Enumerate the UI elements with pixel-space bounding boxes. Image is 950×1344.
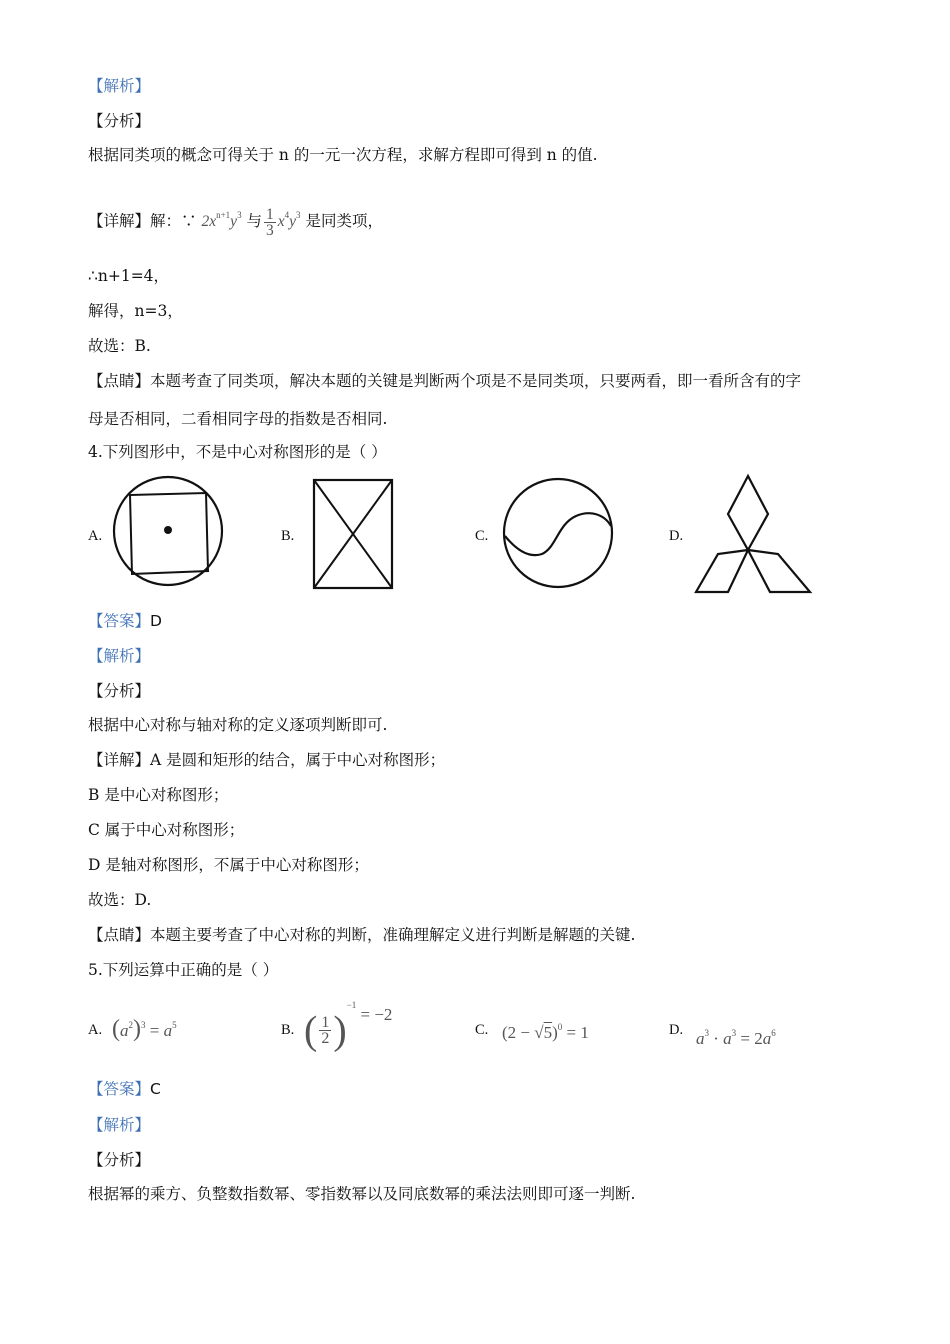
q4-option-b-label: B. bbox=[281, 528, 295, 544]
figure-a-circle-square bbox=[110, 474, 226, 590]
choose-line: 故选：B. bbox=[88, 337, 151, 355]
q5-expr-a: $(a^2)^3 = a^5$ bbox=[112, 1016, 177, 1042]
step-2: 解得，n=3， bbox=[88, 302, 183, 320]
math-term-1: $2x^{n+1}y^3$ bbox=[201, 210, 242, 230]
jiexi-tag: 【解析】 bbox=[88, 77, 151, 95]
detail-tag: 【详解】 bbox=[88, 751, 151, 769]
q5-expr-b: ( $\frac{1}{2}$ )$^{-1}$ = −2 bbox=[304, 1000, 393, 1053]
dianjing-line-1 bbox=[88, 370, 801, 392]
detail-d: D 是轴对称图形，不属于中心对称图形； bbox=[88, 856, 369, 874]
q5-option-b-label: B. bbox=[281, 1022, 295, 1038]
q5-expr-c: $(2 - √5)^0 = 1$ bbox=[502, 1022, 589, 1042]
figure-d-three-rhombi bbox=[692, 470, 814, 596]
detail-b: B 是中心对称图形； bbox=[88, 786, 229, 804]
q4-option-c-label: C. bbox=[475, 528, 489, 544]
figure-c-yinyang-circle bbox=[500, 474, 616, 592]
q4-option-d-label: D. bbox=[669, 528, 684, 544]
dianjing-line-2: 母是否相同，二看相同字母的指数是否相同. bbox=[88, 410, 388, 428]
math-term-2: $\frac{1}{3}$ $x^4y^3$ bbox=[266, 205, 301, 239]
dianjing-tag: 【点睛】 bbox=[88, 372, 151, 390]
q5-answer-line bbox=[88, 1078, 161, 1100]
detail-c: C 属于中心对称图形； bbox=[88, 821, 245, 839]
q4-answer-line bbox=[88, 610, 162, 632]
jiexi-tag: 【解析】 bbox=[88, 647, 151, 665]
answer-tag: 【答案】 bbox=[88, 612, 151, 630]
choose-line: 故选：D. bbox=[88, 891, 152, 909]
q5-option-d-label: D. bbox=[669, 1022, 684, 1038]
figure-b-rect-cross bbox=[310, 476, 396, 592]
detail-mid: 与 bbox=[246, 212, 263, 230]
analysis-text: 根据中心对称与轴对称的定义逐项判断即可. bbox=[88, 716, 388, 734]
detail-line-a bbox=[88, 749, 445, 771]
detail-prefix: 【详解】解：∵ bbox=[88, 212, 197, 230]
fenxi-tag: 【分析】 bbox=[88, 682, 151, 700]
q5-option-a-label: A. bbox=[88, 1022, 103, 1038]
detail-a: A 是圆和矩形的结合，属于中心对称图形； bbox=[150, 751, 446, 769]
answer-tag: 【答案】 bbox=[88, 1080, 151, 1098]
answer-value: D bbox=[150, 612, 162, 630]
q4-option-a-label: A. bbox=[88, 528, 103, 544]
analysis-text: 根据幂的乘方、负整数指数幂、零指数幂以及同底数幂的乘法法则即可逐一判断. bbox=[88, 1185, 636, 1203]
q5-option-c-label: C. bbox=[475, 1022, 489, 1038]
detail-suffix: 是同类项， bbox=[305, 212, 383, 230]
dianjing-line bbox=[88, 924, 635, 946]
question-5: 5.下列运算中正确的是（ ） bbox=[88, 961, 279, 979]
dianjing-text-1: 本题考查了同类项，解决本题的关键是判断两个项是不是同类项，只要两看，即一看所含有的字 bbox=[150, 372, 802, 390]
q5-expr-d: $a^3 \cdot a^3 = 2a^6$ bbox=[696, 1028, 776, 1048]
step-1: ∴n+1=4， bbox=[88, 267, 170, 285]
analysis-text: 根据同类项的概念可得关于 n 的一元一次方程，求解方程即可得到 n 的值. bbox=[88, 146, 598, 164]
fenxi-tag: 【分析】 bbox=[88, 112, 151, 130]
jiexi-tag: 【解析】 bbox=[88, 1116, 151, 1134]
detail-line bbox=[88, 204, 383, 238]
answer-value: C bbox=[150, 1080, 161, 1098]
question-4: 4.下列图形中，不是中心对称图形的是（ ） bbox=[88, 443, 387, 461]
dianjing-text: 本题主要考查了中心对称的判断，准确理解定义进行判断是解题的关键. bbox=[150, 926, 636, 944]
dianjing-tag: 【点睛】 bbox=[88, 926, 151, 944]
fenxi-tag: 【分析】 bbox=[88, 1151, 151, 1169]
